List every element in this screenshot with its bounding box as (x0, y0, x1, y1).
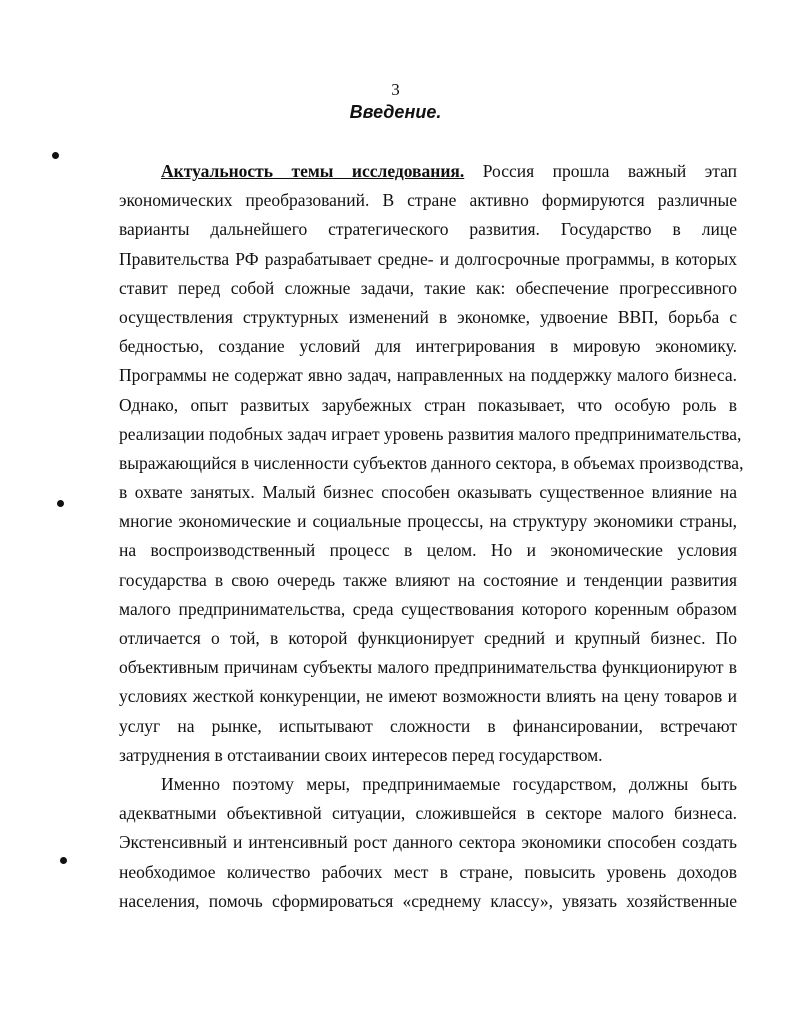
text-line: адекватными объективной ситуации, сложившейся в секторе малого бизнеса. (119, 803, 737, 824)
text-line: услуг на рынке, испытывают сложности в финансировании, встречают (119, 715, 737, 736)
margin-dot (60, 857, 67, 864)
text-line: Актуальность темы исследования. Россия прошла важный этап (161, 161, 737, 181)
text-line: необходимое количество рабочих мест в стране, повысить уровень доходов (119, 861, 737, 882)
text-line: населения, помочь сформироваться «среднему классу», увязать хозяйственные (119, 890, 737, 911)
text-line: ставит перед собой сложные задачи, такие как: обеспечение прогрессивного (119, 277, 737, 298)
text-line: затруднения в отстаивании своих интересов перед государством. (119, 744, 603, 765)
text-line: осуществления структурных изменений в экономке, удвоение ВВП, борьба с (119, 306, 737, 327)
text-line: отличается о той, в которой функционирует средний и крупный бизнес. По (119, 628, 737, 648)
text-line: Именно поэтому меры, предпринимаемые государством, должны быть (161, 773, 737, 794)
body-text (119, 157, 744, 916)
text-line: объективным причинам субъекты малого предпринимательства функционируют в (119, 657, 737, 678)
margin-dot (52, 152, 59, 159)
page-title: Введение. (349, 102, 442, 122)
text-line: варианты дальнейшего стратегического развития. Государство в лице (119, 219, 737, 240)
text-line: выражающийся в численности субъектов данного сектора, в объемах производства, (119, 452, 744, 473)
page-number: 3 (391, 80, 400, 99)
text-line: условиях жесткой конкуренции, не имеют возможности влиять на цену товаров и (119, 686, 737, 707)
text-line: экономических преобразований. В стране активно формируются различные (119, 190, 737, 211)
text-line: Правительства РФ разрабатывает средне- и долгосрочные программы, в которых (119, 248, 737, 269)
text-line: в охвате занятых. Малый бизнес способен оказывать существенное влияние на (119, 482, 737, 503)
text-line: на воспроизводственный процесс в целом. Но и экономические условия (119, 540, 737, 561)
text-line: бедностью, создание условий для интегрирования в мировую экономику. (119, 336, 737, 357)
section-heading: Актуальность темы исследования. (161, 161, 465, 181)
margin-dot (57, 500, 64, 507)
text-line: Экстенсивный и интенсивный рост данного сектора экономики способен создать (119, 832, 737, 853)
text-line: Программы не содержат явно задач, направленных на поддержку малого бизнеса. (119, 365, 737, 386)
text-line: государства в свою очередь также влияют на состояние и тенденции развития (119, 569, 737, 590)
text-line: реализации подобных задач играет уровень развития малого предпринимательства, (119, 423, 742, 444)
text-line: многие экономические и социальные процессы, на структуру экономики страны, (119, 511, 737, 532)
text-line: малого предпринимательства, среда существования которого коренным образом (119, 598, 737, 619)
text-line: Однако, опыт развитых зарубежных стран показывает, что особую роль в (119, 394, 737, 415)
